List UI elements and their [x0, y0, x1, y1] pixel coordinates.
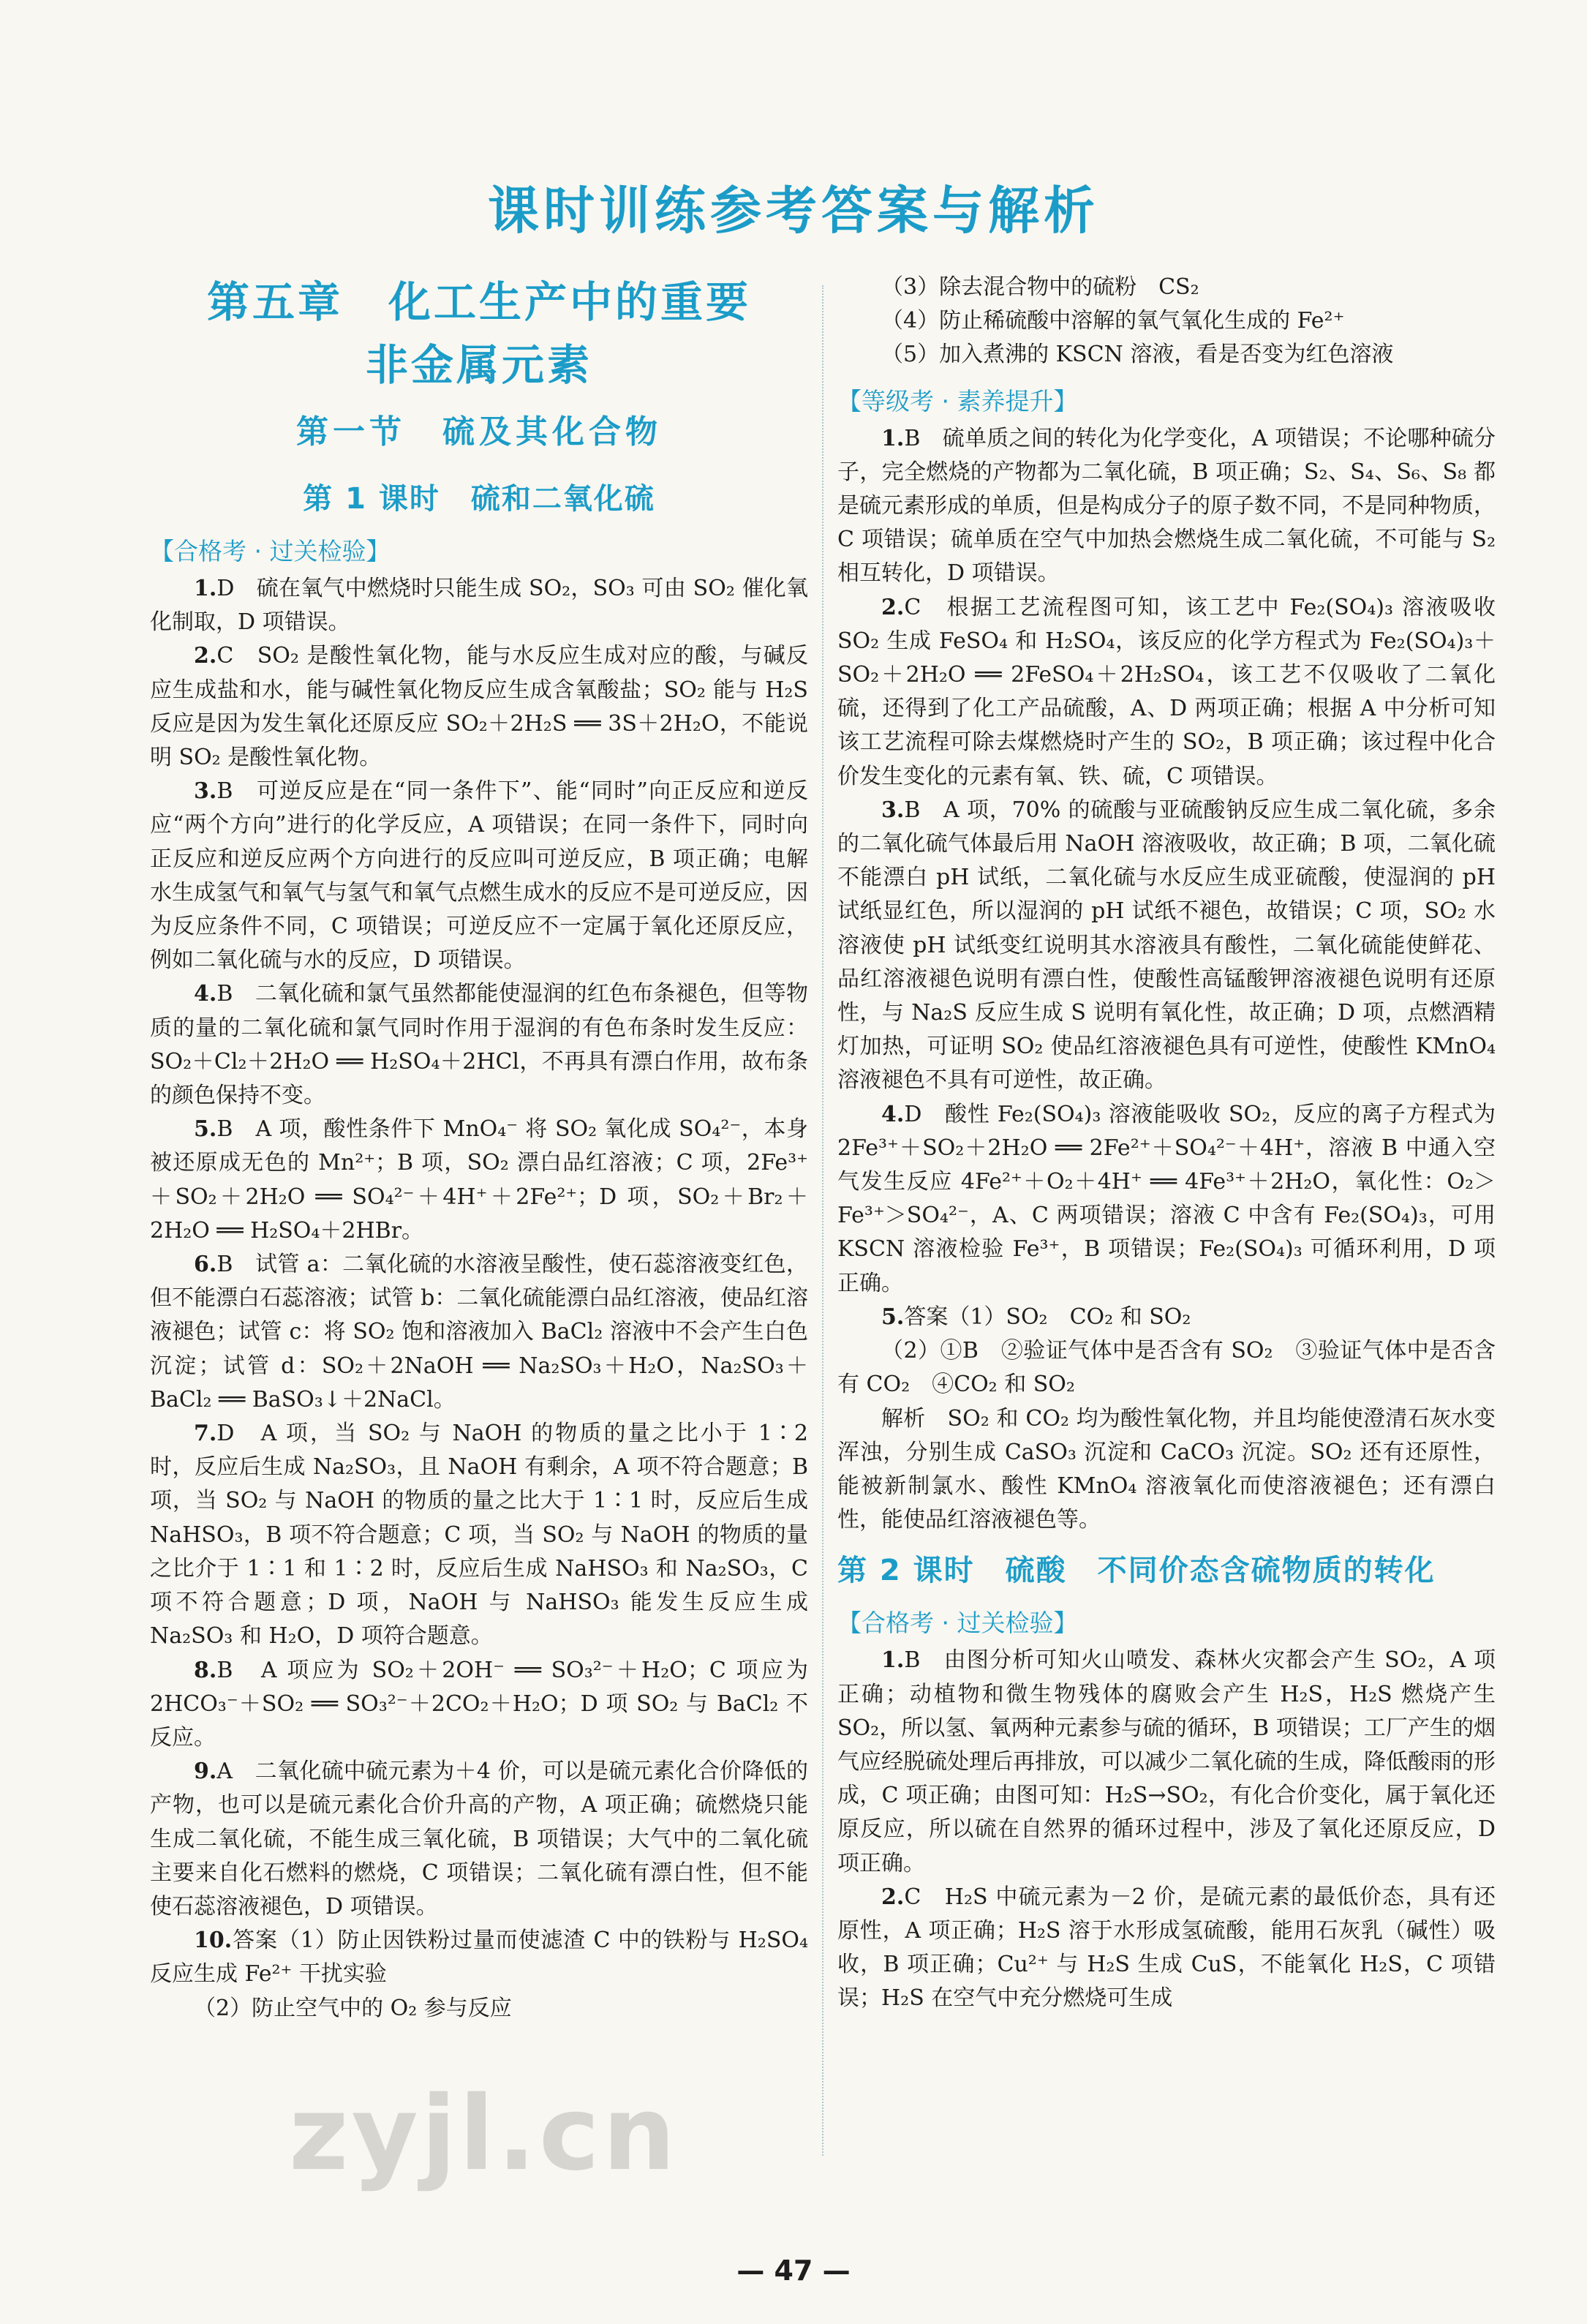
answer-item: 10.答案（1）防止因铁粉过量而使滤渣 C 中的铁粉与 H₂SO₄ 反应生成 Fe²⁺ 干扰实验	[150, 1928, 808, 1988]
answer-item: 9.A 二氧化硫中硫元素为＋4 价，可以是硫元素化合价降低的产物，也可以是硫元素化合价升高的产物，A 项正确；硫燃烧只能生成二氧化硫，不能生成三氧化硫，B 项错误；大气中的二氧化硫主要来自化石燃料的燃烧，C 项错误；二氧化硫有漂白性，但不能使石蕊溶液褪色，D 项错误。	[150, 1759, 808, 1919]
answer-item: 5.答案（1）SO₂ CO₂ 和 SO₂	[881, 1304, 1191, 1330]
answer-line: （4）防止稀硫酸中溶解的氧气氧化生成的 Fe²⁺	[881, 308, 1345, 334]
analysis-paragraph: 解析 SO₂ 和 CO₂ 均为酸性氧化物，并且均能使澄清石灰水变浑浊，分别生成 CaSO₃ 沉淀和 CaCO₃ 沉淀。SO₂ 还有还原性，能被新制氯水、酸性 KMnO₄ 溶液氧化而使溶液褪色；还有漂白性，能使品红溶液褪色等。	[837, 1405, 1496, 1533]
chapter-title-line1: 第五章 化工生产中的重要	[206, 277, 751, 327]
answer-item: 7.D A 项，当 SO₂ 与 NaOH 的物质的量之比小于 1∶2 时，反应后生成 Na₂SO₃，且 NaOH 有剩余，A 项不符合题意；B 项，当 SO₂ 与 NaOH 的物质的量之比大于 1∶1 时，反应后生成 NaHSO₃，B 项不符合题意；C 项，当 SO₂ 与 NaOH 的物质的量之比介于 1∶1 和 1∶2 时，反应后生成 NaHSO₃ 和 Na₂SO₃，C 项不符合题意；D 项，NaOH 与 NaHSO₃ 能发生反应生成 Na₂SO₃ 和 H₂O，D 项符合题意。	[150, 1421, 808, 1650]
lesson-title: 第 1 课时 硫和二氧化硫	[303, 482, 655, 516]
answer-item: 1.B 由图分析可知火山喷发、森林火灾都会产生 SO₂，A 项正确；动植物和微生物残体的腐败会产生 H₂S，H₂S 燃烧产生 SO₂，所以氢、氧两种元素参与硫的循环，B 项错误；工厂产生的烟气应经脱硫处理后再排放，可以减少二氧化硫的生成，降低酸雨的形成，C 项正确；由图可知：H₂S→SO₂，有化合价变化，属于氧化还原反应，所以硫在自然界的循环过程中，涉及了氧化还原反应，D 项正确。	[837, 1647, 1496, 1876]
answer-item: 5.B A 项，酸性条件下 MnO₄⁻ 将 SO₂ 氧化成 SO₄²⁻，本身被还原成无色的 Mn²⁺；B 项，SO₂ 漂白品红溶液；C 项，2Fe³⁺＋SO₂＋2H₂O ══ SO₄²⁻＋4H⁺＋2Fe²⁺；D 项，SO₂＋Br₂＋2H₂O ══ H₂SO₄＋2HBr。	[150, 1116, 808, 1244]
answer-item: 4.B 二氧化硫和氯气虽然都能使湿润的红色布条褪色，但等物质的量的二氧化硫和氯气同时作用于湿润的有色布条时发生反应：SO₂＋Cl₂＋2H₂O ══ H₂SO₄＋2HCl，不再具有漂白作用，故布条的颜色保持不变。	[150, 981, 808, 1109]
column-divider	[822, 285, 823, 2156]
advanced-tag: 【等级考 · 素养提升】	[837, 386, 1078, 415]
answer-item: 3.B 可逆反应是在“同一条件下”、能“同时”向正反应和逆反应“两个方向”进行的化学反应，A 项错误；在同一条件下，同时向正反应和逆反应两个方向进行的反应叫可逆反应，B 项正确；电解水生成氢气和氧气与氢气和氧气点燃生成水的反应不是可逆反应，因为反应条件不同，C 项错误；可逆反应不一定属于氧化还原反应，例如二氧化硫与水的反应，D 项错误。	[150, 778, 808, 974]
qualification-tag: 【合格考 · 过关检验】	[150, 537, 391, 565]
answer-item: 2.C 根据工艺流程图可知，该工艺中 Fe₂(SO₄)₃ 溶液吸收 SO₂ 生成 FeSO₄ 和 H₂SO₄，该反应的化学方程式为 Fe₂(SO₄)₃＋SO₂＋2H₂O ══ 2FeSO₄＋2H₂SO₄，该工艺不仅吸收了二氧化硫，还得到了化工产品硫酸，A、D 两项正确；根据 A 中分析可知该工艺流程可除去煤燃烧时产生的 SO₂，B 项正确；该过程中化合价发生变化的元素有氧、铁、硫，C 项错误。	[837, 594, 1496, 789]
answer-item: 2.C H₂S 中硫元素为－2 价，是硫元素的最低价态，具有还原性，A 项正确；H₂S 溶于水形成氢硫酸，能用石灰乳（碱性）吸收，B 项正确；Cu²⁺ 与 H₂S 生成 CuS，不能氧化 H₂S，C 项错误；H₂S 在空气中充分燃烧可生成	[837, 1884, 1496, 2012]
qualification-tag-2: 【合格考 · 过关检验】	[837, 1609, 1078, 1638]
right-column	[837, 271, 1496, 2214]
answer-line: （2）①B ②验证气体中是否含有 SO₂ ③验证气体中是否含有 CO₂ ④CO₂ 和 SO₂	[837, 1338, 1496, 1398]
answer-item: 1.B 硫单质之间的转化为化学变化，A 项错误；不论哪种硫分子，完全燃烧的产物都为二氧化硫，B 项正确；S₂、S₄、S₆、S₈ 都是硫元素形成的单质，但是构成分子的原子数不同，不是同种物质，C 项错误；硫单质在空气中加热会燃烧生成二氧化硫，不可能与 S₂ 相互转化，D 项错误。	[837, 425, 1496, 587]
chapter-title-line2: 非金属元素	[365, 340, 592, 390]
page-number: — 47 —	[736, 2255, 851, 2287]
answer-item: 1.D 硫在氧气中燃烧时只能生成 SO₂，SO₃ 可由 SO₂ 催化氧化制取，D 项错误。	[150, 576, 808, 636]
lesson2-title: 第 2 课时 硫酸 不同价态含硫物质的转化	[837, 1554, 1436, 1588]
watermark: zyjl.cn	[289, 2075, 679, 2194]
page-title: 课时训练参考答案与解析	[488, 181, 1099, 241]
answer-line: （3）除去混合物中的硫粉 CS₂	[881, 274, 1199, 300]
section-title: 第一节 硫及其化合物	[296, 413, 662, 451]
answer-item: 3.B A 项，70% 的硫酸与亚硫酸钠反应生成二氧化硫，多余的二氧化硫气体最后用 NaOH 溶液吸收，故正确；B 项，二氧化硫不能漂白 pH 试纸，二氧化硫与水反应生成亚硫酸，使湿润的 pH 试纸显红色，所以湿润的 pH 试纸不褪色，故错误；C 项，SO₂ 水溶液使 pH 试纸变红说明其水溶液具有酸性，二氧化硫能使鲜花、品红溶液褪色说明有漂白性，使酸性高锰酸钾溶液褪色说明有还原性，与 Na₂S 反应生成 S 说明有氧化性，故正确；D 项，点燃酒精灯加热，可证明 SO₂ 使品红溶液褪色具有可逆性，使酸性 KMnO₄ 溶液褪色不具有可逆性，故正确。	[837, 797, 1496, 1094]
answer-item: 2.C SO₂ 是酸性氧化物，能与水反应生成对应的酸，与碱反应生成盐和水，能与碱性氧化物反应生成含氧酸盐；SO₂ 能与 H₂S 反应是因为发生氧化还原反应 SO₂＋2H₂S ══ 3S＋2H₂O，不能说明 SO₂ 是酸性氧化物。	[150, 643, 808, 771]
answer-item: 6.B 试管 a：二氧化硫的水溶液呈酸性，使石蕊溶液变红色，但不能漂白石蕊溶液；试管 b：二氧化硫能漂白品红溶液，使品红溶液褪色；试管 c：将 SO₂ 饱和溶液加入 BaCl₂ 溶液中不会产生白色沉淀；试管 d：SO₂＋2NaOH ══ Na₂SO₃＋H₂O，Na₂SO₃＋BaCl₂ ══ BaSO₃↓＋2NaCl。	[150, 1252, 808, 1413]
left-column	[150, 271, 808, 2214]
answer-line: （5）加入煮沸的 KSCN 溶液，看是否变为红色溶液	[881, 342, 1394, 368]
answer-item: 4.D 酸性 Fe₂(SO₄)₃ 溶液能吸收 SO₂，反应的离子方程式为 2Fe³⁺＋SO₂＋2H₂O ══ 2Fe²⁺＋SO₄²⁻＋4H⁺，溶液 B 中通入空气发生反应 4Fe²⁺＋O₂＋4H⁺ ══ 4Fe³⁺＋2H₂O，氧化性：O₂＞Fe³⁺＞SO₄²⁻，A、C 两项错误；溶液 C 中含有 Fe₂(SO₄)₃，可用 KSCN 溶液检验 Fe³⁺，B 项错误；Fe₂(SO₄)₃ 可循环利用，D 项正确。	[837, 1101, 1496, 1296]
answer-line: （2）防止空气中的 O₂ 参与反应	[194, 1995, 512, 2021]
answer-item: 8.B A 项应为 SO₂＋2OH⁻ ══ SO₃²⁻＋H₂O；C 项应为 2HCO₃⁻＋SO₂ ══ SO₃²⁻＋2CO₂＋H₂O；D 项 SO₂ 与 BaCl₂ 不反应。	[150, 1657, 808, 1750]
